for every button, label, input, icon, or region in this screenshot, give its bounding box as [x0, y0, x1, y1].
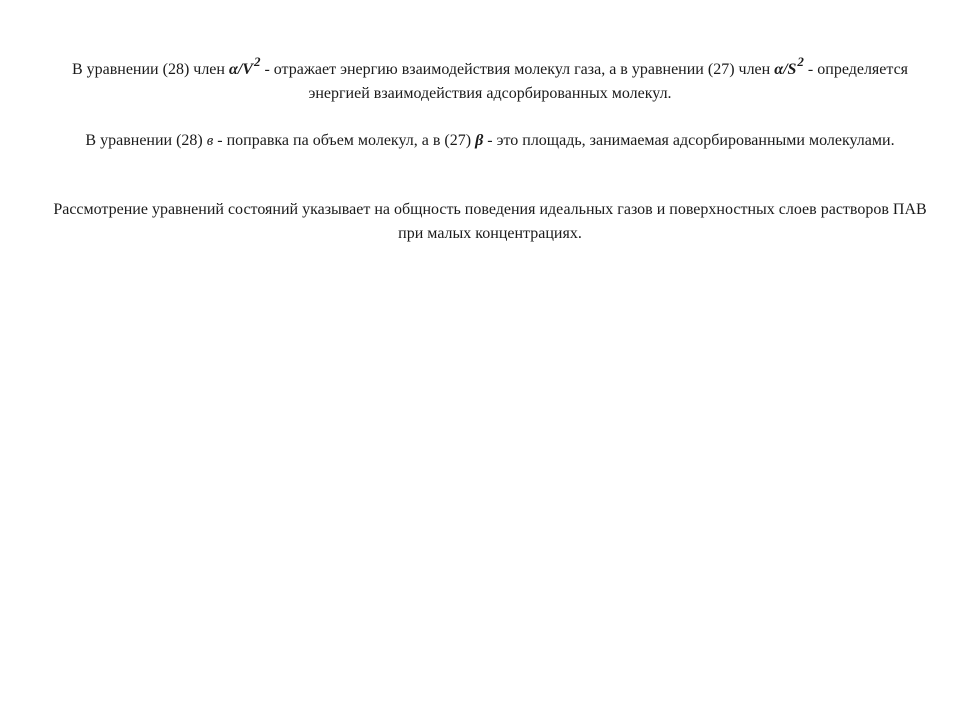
- formula-alpha-over-v-squared: $\alpha/V^2$: [228, 53, 261, 78]
- paragraph-volume-area-terms: [40, 129, 940, 153]
- p2-text-a: В уравнении (28): [85, 132, 207, 149]
- p1-text-b: - отражает энергию взаимодействия молекул газа, а в уравнении (27) член: [260, 61, 775, 78]
- symbol-b: в: [206, 133, 214, 149]
- p1-text-c: - определяется энергией взаимодействия адсорбированных молекул.: [308, 61, 909, 102]
- p1-text-a: В уравнении (28) член: [71, 61, 229, 78]
- p2-text-b: - поправка па объем молекул, а в (27): [213, 132, 476, 149]
- p2-text-c: - это площадь, занимаемая адсорбированными молекулами.: [483, 132, 895, 149]
- symbol-beta: β: [475, 132, 484, 149]
- paragraph-conclusion: [40, 198, 940, 246]
- p3-text: Рассмотрение уравнений состояний указывает на общность поведения идеальных газов и поверхностных слоев растворов ПАВ при малых концентрациях.: [53, 201, 927, 242]
- paragraph-energy-terms: [40, 53, 940, 106]
- formula-alpha-over-s-squared: $\alpha/S^2$: [774, 53, 804, 78]
